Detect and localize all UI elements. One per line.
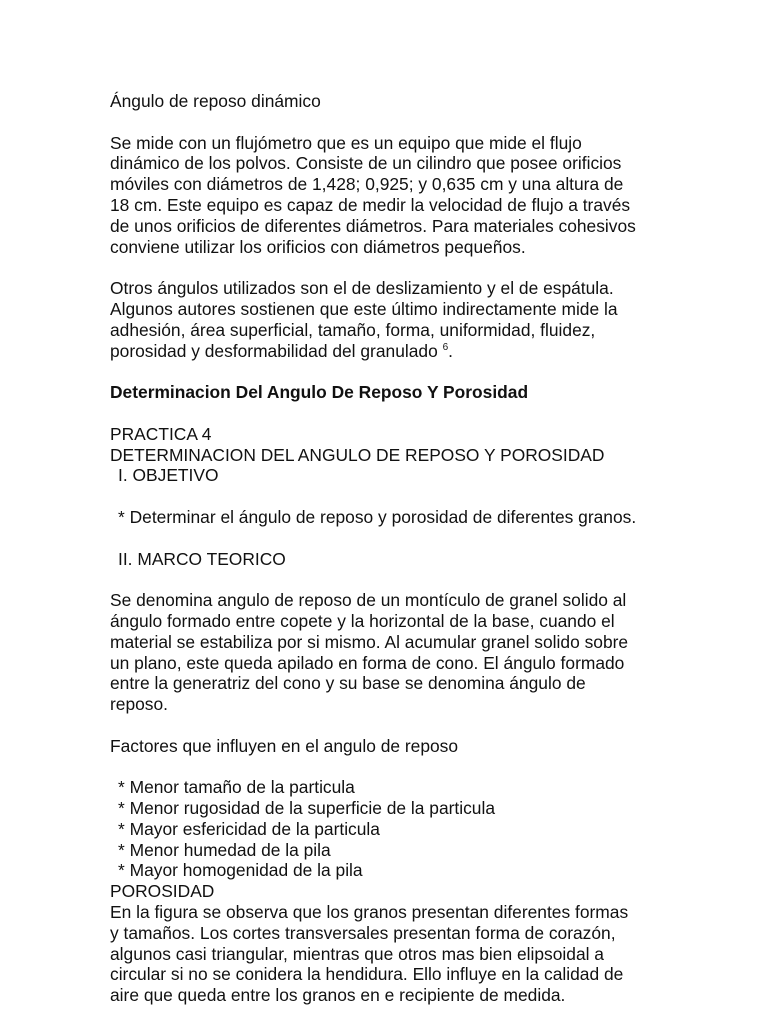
paragraph-line: ángulo formado entre copete y la horizontal de la base, cuando el [110, 610, 615, 631]
paragraph-line: reposo. [110, 694, 169, 715]
reference-superscript: 6 [442, 341, 449, 353]
paragraph-line: material se estabiliza por si mismo. Al acumular granel solido sobre [110, 631, 629, 652]
porosidad-heading: POROSIDAD [110, 881, 215, 902]
paragraph-line: Se denomina angulo de reposo de un montículo de granel solido al [110, 590, 627, 611]
list-item: * Mayor esfericidad de la particula [118, 818, 380, 839]
paragraph-line: entre la generatriz del cono y su base se denomina ángulo de [110, 673, 586, 694]
paragraph-line: de unos orificios de diferentes diámetros. Para materiales cohesivos [110, 215, 636, 236]
paragraph-line: Otros ángulos utilizados son el de deslizamiento y el de espátula. [110, 278, 614, 299]
list-item: * Menor tamaño de la particula [118, 777, 355, 798]
marco-teorico-heading: II. MARCO TEORICO [118, 548, 286, 569]
paragraph-line: En la figura se observa que los granos presentan diferentes formas [110, 902, 629, 923]
paragraph-period: . [448, 340, 453, 361]
paragraph-line: y tamaños. Los cortes transversales presentan forma de corazón, [110, 922, 616, 943]
paragraph-line: un plano, este queda apilado en forma de cono. El ángulo formado [110, 652, 625, 673]
paragraph-line: circular si no se conidera la hendidura. Ello influye en la calidad de [110, 964, 624, 985]
list-item: * Menor rugosidad de la superficie de la particula [118, 798, 496, 819]
objetivo-item: * Determinar el ángulo de reposo y porosidad de diferentes granos. [118, 506, 637, 527]
paragraph-line: adhesión, área superficial, tamaño, forma, uniformidad, fluidez, [110, 319, 596, 340]
bold-section-title: Determinacion Del Angulo De Reposo Y Porosidad [110, 382, 529, 403]
factores-heading: Factores que influyen en el angulo de reposo [110, 735, 459, 756]
document-page [110, 91, 750, 1006]
section-heading-angulo-dinamico: Ángulo de reposo dinámico [110, 91, 321, 111]
paragraph-line: Se mide con un flujómetro que es un equipo que mide el flujo [110, 132, 582, 153]
practica-title: DETERMINACION DEL ANGULO DE REPOSO Y POROSIDAD [110, 444, 605, 465]
paragraph-line: móviles con diámetros de 1,428; 0,925; y 0,635 cm y una altura de [110, 174, 624, 195]
list-item: * Menor humedad de la pila [118, 839, 331, 860]
paragraph-line: algunos casi triangular, mientras que otros mas bien elipsoidal a [110, 943, 604, 964]
paragraph-line-with-reference [110, 341, 750, 362]
paragraph-line: 18 cm. Este equipo es capaz de medir la velocidad de flujo a través [110, 194, 631, 215]
paragraph-line: Algunos autores sostienen que este último indirectamente mide la [110, 298, 618, 319]
paragraph-line: dinámico de los polvos. Consiste de un cilindro que posee orificios [110, 153, 622, 174]
paragraph-text: porosidad y desformabilidad del granulado [110, 340, 443, 361]
paragraph-line: conviene utilizar los orificios con diámetros pequeños. [110, 236, 526, 257]
list-item: * Mayor homogenidad de la pila [118, 860, 363, 881]
practica-label: PRACTICA 4 [110, 423, 212, 444]
paragraph-line: aire que queda entre los granos en e recipiente de medida. [110, 985, 566, 1006]
objetivo-heading: I. OBJETIVO [118, 465, 219, 486]
